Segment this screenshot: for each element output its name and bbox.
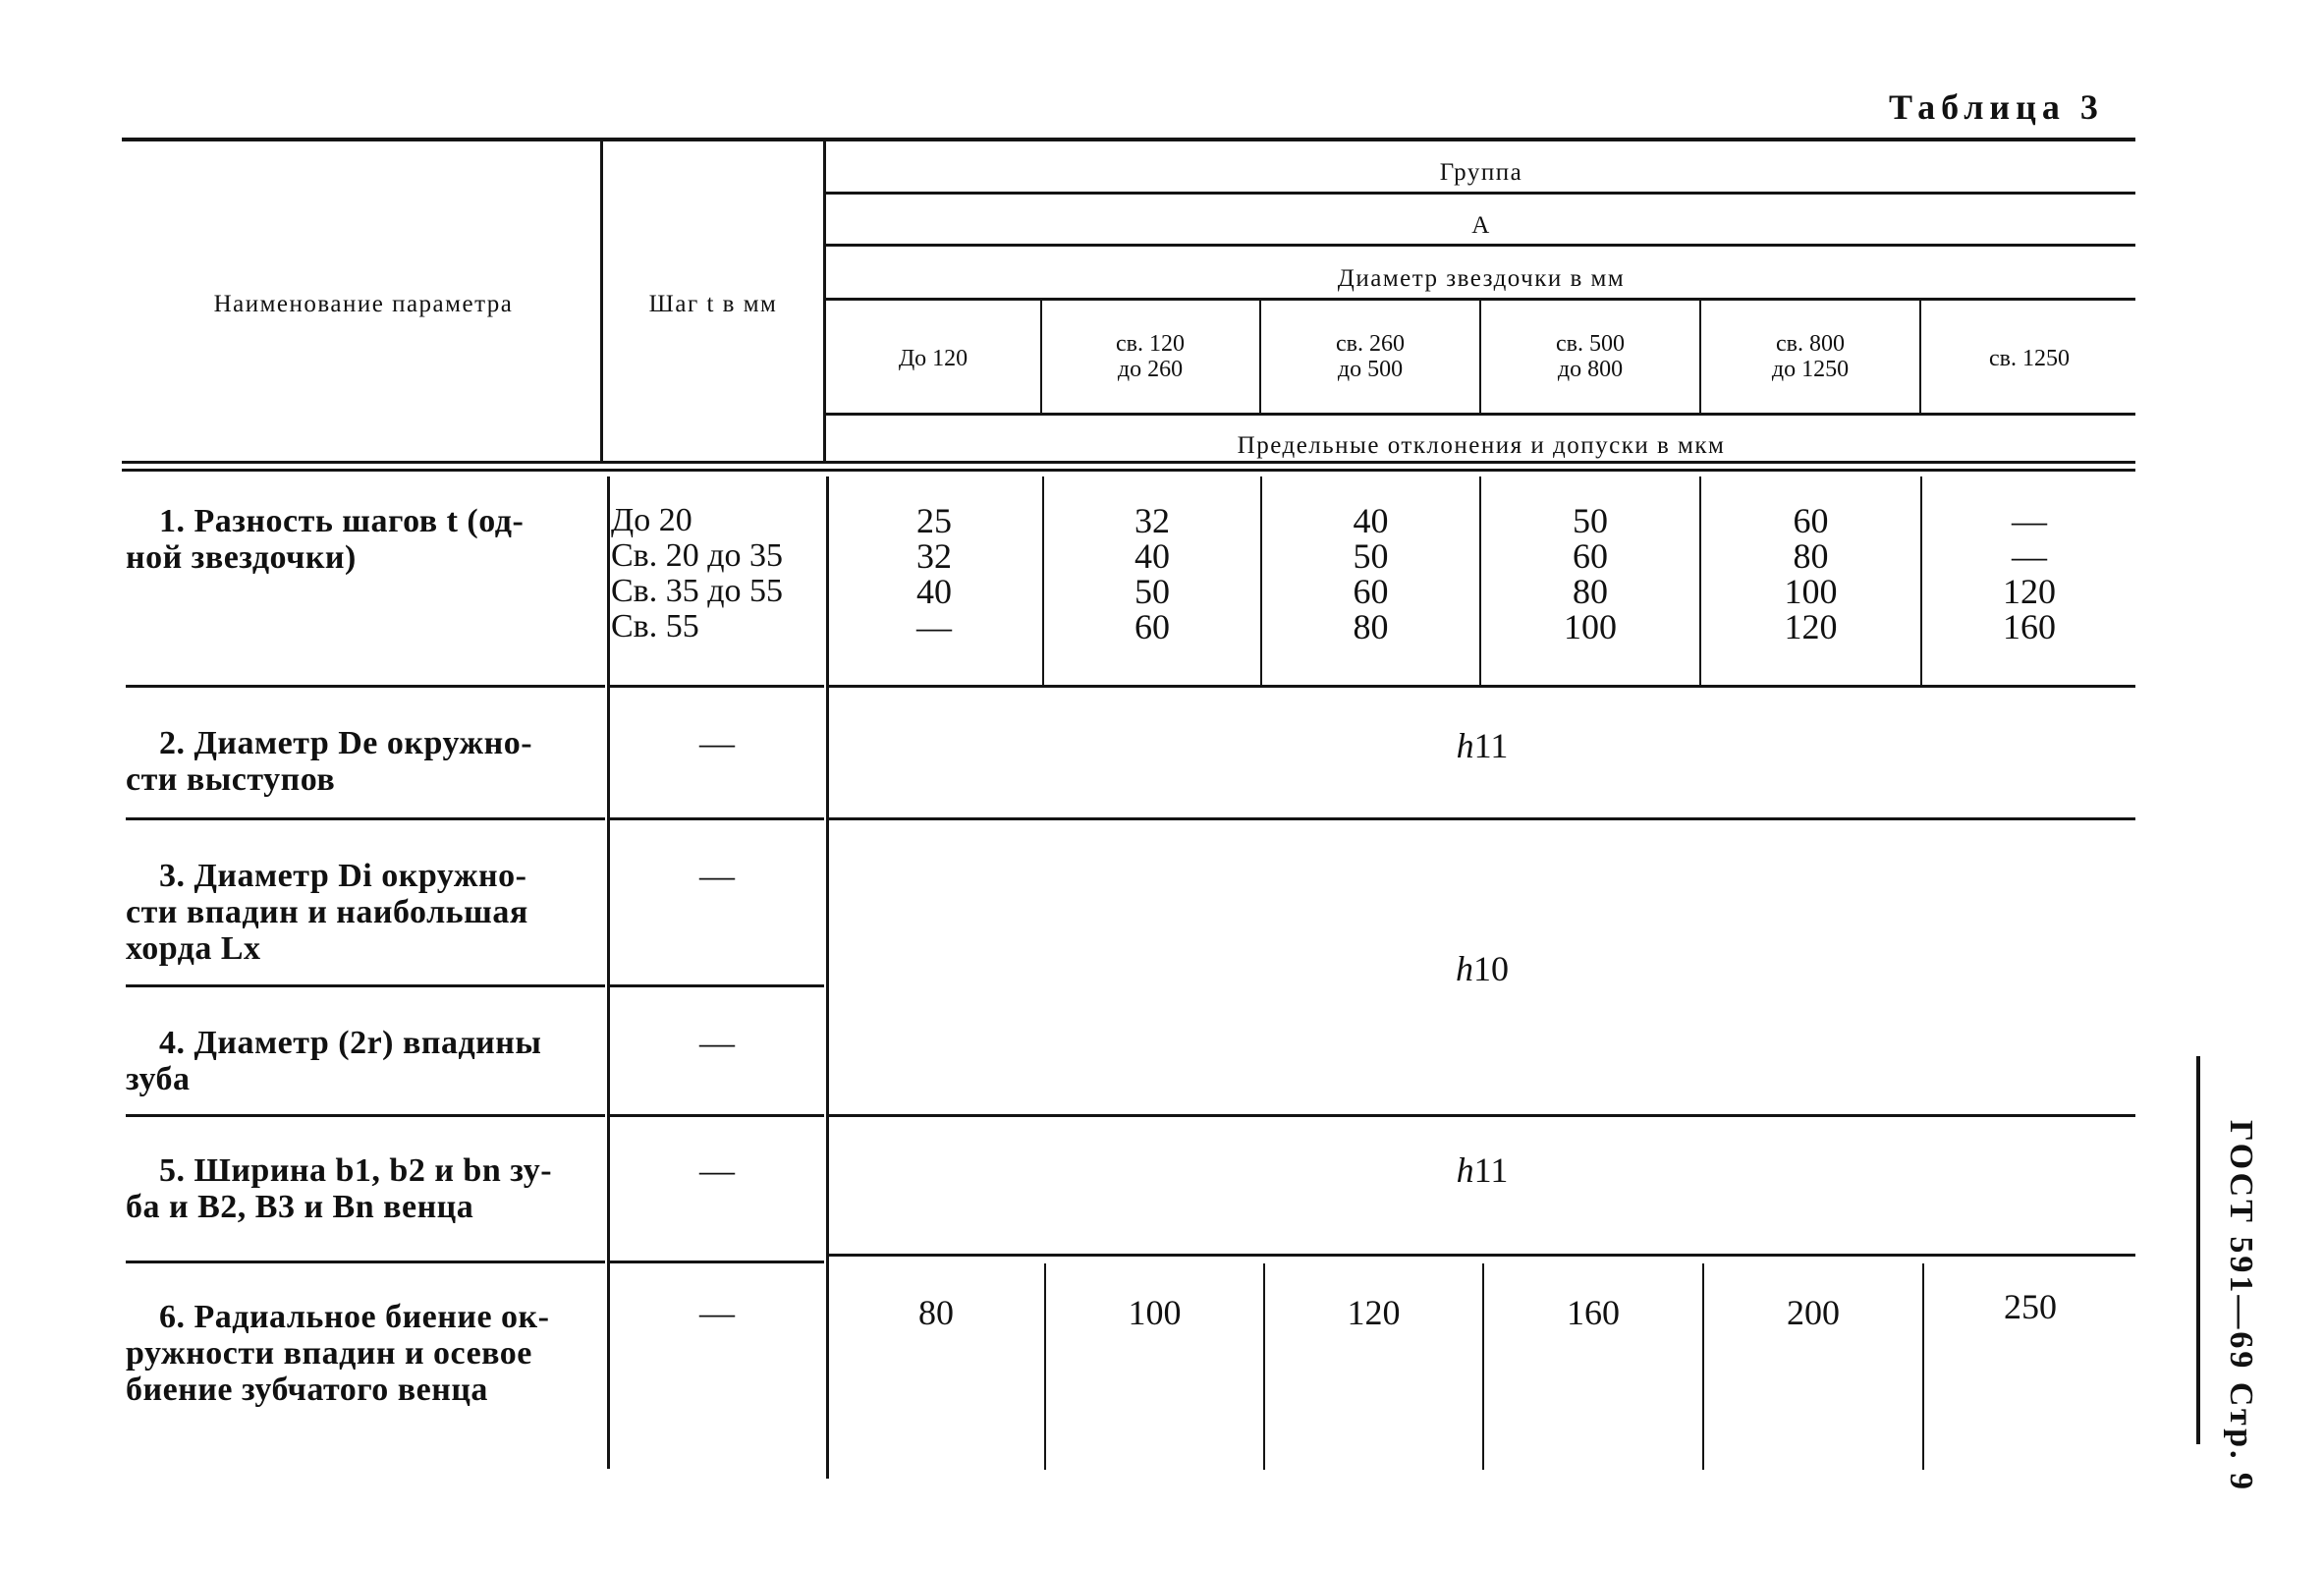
row1-steps: До 20 Св. 20 до 35 Св. 35 до 55 Св. 55 <box>611 502 784 644</box>
range-sep-5 <box>1919 301 1921 413</box>
range-sep-2 <box>1259 301 1261 413</box>
range-header-1: До 120 <box>898 346 968 371</box>
row5-name: 5. Ширина b1, b2 и bn зу- ба и B2, B3 и Bn венца <box>126 1152 553 1225</box>
row2-step: — <box>699 723 735 762</box>
row1-values-col6: — — 120 160 <box>2003 501 2056 646</box>
row1-name: 1. Разность шагов t (од- ной звездочки) <box>126 503 525 576</box>
row6-col-sep-2 <box>1263 1263 1265 1470</box>
row3-step: — <box>699 856 735 895</box>
col-sep-name-step-header <box>600 141 603 461</box>
step-rule-2 <box>610 817 824 820</box>
row6-value-6: 250 <box>2004 1287 2057 1326</box>
row2-tolerance: h11 <box>1456 726 1509 765</box>
row6-value-2: 100 <box>1128 1293 1182 1332</box>
row6-value-3: 120 <box>1347 1293 1401 1332</box>
header-group-value: А <box>1471 212 1491 239</box>
values-rule-1 <box>829 685 2135 688</box>
header-param-name: Наименование параметра <box>213 291 514 317</box>
step-rule-1 <box>610 685 824 688</box>
name-rule-5 <box>126 1261 605 1263</box>
header-diameter: Диаметр звездочки в мм <box>1337 265 1626 292</box>
header-rule-4 <box>825 413 2135 416</box>
values-rule-5 <box>829 1254 2135 1257</box>
col-sep-name-step-body <box>607 476 610 1469</box>
row6-col-sep-3 <box>1482 1263 1484 1470</box>
name-rule-4 <box>126 1114 605 1117</box>
values-rule-2 <box>829 817 2135 820</box>
row1-col-sep-5 <box>1920 476 1922 685</box>
row2-name: 2. Диаметр De окружно- сти выступов <box>126 725 533 798</box>
row1-col-sep-3 <box>1479 476 1481 685</box>
header-deviations: Предельные отклонения и допуски в мкм <box>1237 432 1726 459</box>
step-rule-4 <box>610 1114 824 1117</box>
range-header-2: св. 120 до 260 <box>1116 331 1185 382</box>
values-rule-4 <box>829 1114 2135 1117</box>
table-top-rule <box>122 138 2135 141</box>
header-rule-2 <box>825 244 2135 247</box>
header-rule-1 <box>825 192 2135 195</box>
row5-tolerance: h11 <box>1456 1150 1509 1190</box>
side-vertical-rule <box>2196 1056 2200 1444</box>
range-sep-1 <box>1040 301 1042 413</box>
name-rule-3 <box>126 984 605 987</box>
header-group: Группа <box>1439 159 1523 186</box>
name-rule-2 <box>126 817 605 820</box>
row1-col-sep-4 <box>1699 476 1701 685</box>
row4-step: — <box>699 1023 735 1062</box>
row4-name: 4. Диаметр (2r) впадины зуба <box>126 1025 542 1097</box>
header-double-rule-b <box>122 469 2135 472</box>
header-double-rule-a <box>122 461 2135 464</box>
row1-values-col2: 32 40 50 60 <box>1134 501 1170 646</box>
row1-col-sep-2 <box>1260 476 1262 685</box>
row6-col-sep-5 <box>1922 1263 1924 1470</box>
row1-values-col3: 40 50 60 80 <box>1353 501 1389 646</box>
range-header-4: св. 500 до 800 <box>1556 331 1625 382</box>
row1-values-col4: 50 60 80 100 <box>1564 501 1617 646</box>
row1-values-col5: 60 80 100 120 <box>1784 501 1838 646</box>
row6-value-1: 80 <box>918 1293 954 1332</box>
rows3-4-tolerance: h10 <box>1456 949 1509 988</box>
range-header-3: св. 260 до 500 <box>1336 331 1405 382</box>
row3-name: 3. Диаметр Di окружно- сти впадин и наибольшая хорда Lx <box>126 858 528 967</box>
range-header-6: св. 1250 <box>1989 346 2070 371</box>
table-caption: Таблица 3 <box>1889 87 2104 127</box>
row6-col-sep-1 <box>1044 1263 1046 1470</box>
row1-col-sep-1 <box>1042 476 1044 685</box>
step-rule-3 <box>610 984 824 987</box>
side-page-label: ГОСТ 591—69 Стр. 9 <box>2223 1120 2259 1493</box>
row6-value-5: 200 <box>1787 1293 1840 1332</box>
range-sep-4 <box>1699 301 1701 413</box>
header-step: Шаг t в мм <box>648 291 778 317</box>
row1-values-col1: 25 32 40 — <box>916 501 952 646</box>
range-header-5: св. 800 до 1250 <box>1771 331 1850 382</box>
row6-step: — <box>699 1293 735 1332</box>
row5-step: — <box>699 1150 735 1190</box>
row6-name: 6. Радиальное биение ок- ружности впадин и осевое биение зубчатого венца <box>126 1299 550 1408</box>
range-sep-3 <box>1479 301 1481 413</box>
name-rule-1 <box>126 685 605 688</box>
row6-value-4: 160 <box>1567 1293 1620 1332</box>
step-rule-5 <box>610 1261 824 1263</box>
row6-col-sep-4 <box>1702 1263 1704 1470</box>
